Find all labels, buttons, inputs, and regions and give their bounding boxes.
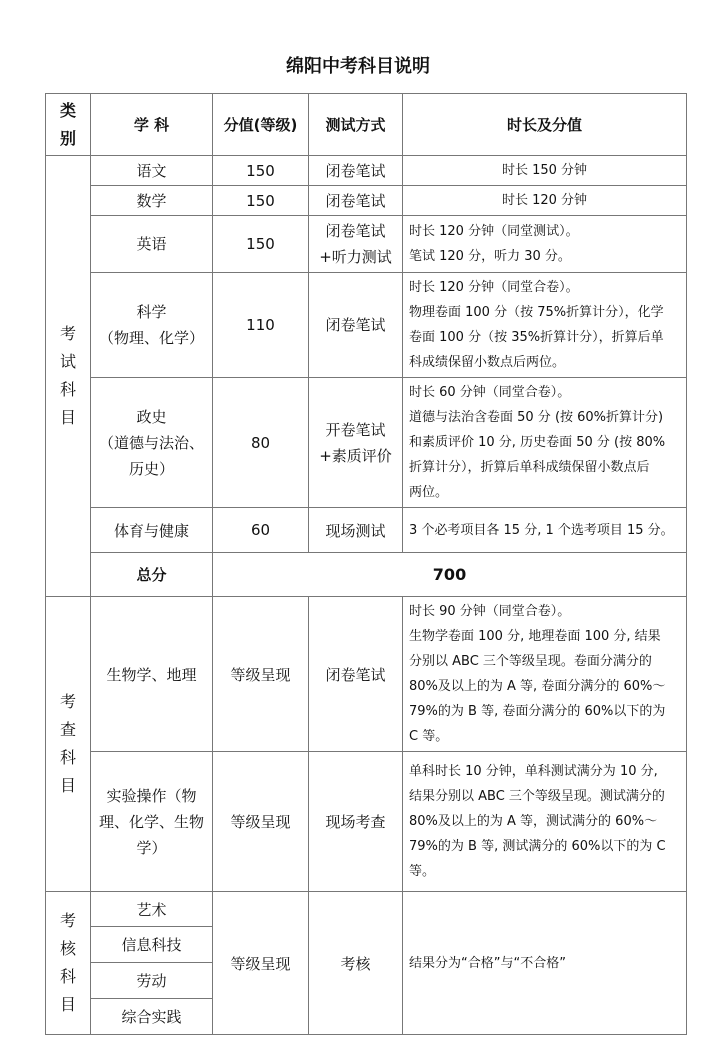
- subject-cell: 信息科技: [91, 927, 213, 963]
- score-cell: 110: [213, 273, 309, 378]
- desc-cell: 时长 120 分钟（同堂合卷）。 物理卷面 100 分（按 75%折算计分），化学 卷面 100 分（按 35%折算计分），折算后单 科成绩保留小数点后两位。: [403, 273, 687, 378]
- subject-cell: 语文: [91, 156, 213, 186]
- header-method: 测试方式: [309, 94, 403, 156]
- desc-cell: 单科时长 10 分钟，单科测试满分为 10 分, 结果分别以 ABC 三个等级呈现。测试满分的 80%及以上的为 A 等，测试满分的 60%～ 79%的为 B 等, 测试满分的 60%以下的为 C 等。: [403, 752, 687, 892]
- method-cell: 考核: [309, 892, 403, 1035]
- score-cell: 60: [213, 508, 309, 553]
- score-cell: 150: [213, 216, 309, 273]
- score-cell: 150: [213, 186, 309, 216]
- score-cell: 等级呈现: [213, 597, 309, 752]
- desc-cell: 时长 120 分钟: [403, 186, 687, 216]
- desc-cell: 时长 90 分钟（同堂合卷）。 生物学卷面 100 分, 地理卷面 100 分, 结果 分别以 ABC 三个等级呈现。卷面分满分的 80%及以上的为 A 等, 卷面分满分的 60%～ 79%的为 B 等, 卷面分满分的 60%以下的为 C 等。: [403, 597, 687, 752]
- total-row: [46, 553, 687, 597]
- page-title: 绵阳中考科目说明: [286, 56, 430, 77]
- method-cell: 闭卷笔试: [309, 186, 403, 216]
- subject-cell: 劳动: [91, 963, 213, 999]
- group-check: 考查科目: [46, 597, 91, 892]
- score-cell: 150: [213, 156, 309, 186]
- total-label: 总分: [91, 553, 213, 597]
- score-cell: 80: [213, 378, 309, 508]
- header-duration: 时长及分值: [403, 94, 687, 156]
- subject-cell: 综合实践: [91, 999, 213, 1035]
- header-score: 分值(等级): [213, 94, 309, 156]
- table-row: [46, 186, 687, 216]
- subject-cell: 体育与健康: [91, 508, 213, 553]
- method-cell: 闭卷笔试: [309, 273, 403, 378]
- desc-cell: 3 个必考项目各 15 分, 1 个选考项目 15 分。: [403, 508, 687, 553]
- table-row: [46, 508, 687, 553]
- group-exam: 考试科目: [46, 156, 91, 597]
- table-row: [46, 156, 687, 186]
- subject-cell: 科学 （物理、化学）: [91, 273, 213, 378]
- score-cell: 等级呈现: [213, 752, 309, 892]
- method-cell: 现场考查: [309, 752, 403, 892]
- table-row: [46, 273, 687, 378]
- method-cell: 闭卷笔试: [309, 597, 403, 752]
- subject-cell: 生物学、地理: [91, 597, 213, 752]
- method-cell: 现场测试: [309, 508, 403, 553]
- group-assess: 考核科目: [46, 892, 91, 1035]
- subject-cell: 政史 （道德与法治、 历史）: [91, 378, 213, 508]
- desc-cell: 结果分为“合格”与“不合格”: [403, 892, 687, 1035]
- table-row: [46, 597, 687, 752]
- method-cell: 闭卷笔试: [309, 156, 403, 186]
- header-subject: 学 科: [91, 94, 213, 156]
- desc-cell: 时长 120 分钟（同堂测试）。 笔试 120 分，听力 30 分。: [403, 216, 687, 273]
- table-header: [46, 94, 687, 156]
- method-cell: 开卷笔试 +素质评价: [309, 378, 403, 508]
- total-value: 700: [213, 553, 687, 597]
- subjects-table: [45, 93, 687, 1035]
- header-category: 类别: [46, 94, 91, 156]
- subject-cell: 英语: [91, 216, 213, 273]
- table-row: [46, 892, 687, 927]
- score-cell: 等级呈现: [213, 892, 309, 1035]
- desc-cell: 时长 150 分钟: [403, 156, 687, 186]
- table-row: [46, 216, 687, 273]
- subject-cell: 数学: [91, 186, 213, 216]
- desc-cell: 时长 60 分钟（同堂合卷）。 道德与法治含卷面 50 分 (按 60%折算计分) 和素质评价 10 分, 历史卷面 50 分 (按 80% 折算计分），折算后单科成绩保留小数点后 两位。: [403, 378, 687, 508]
- table-row: [46, 752, 687, 892]
- method-cell: 闭卷笔试 +听力测试: [309, 216, 403, 273]
- subject-cell: 实验操作（物 理、化学、生物 学）: [91, 752, 213, 892]
- table-row: [46, 378, 687, 508]
- subject-cell: 艺术: [91, 892, 213, 927]
